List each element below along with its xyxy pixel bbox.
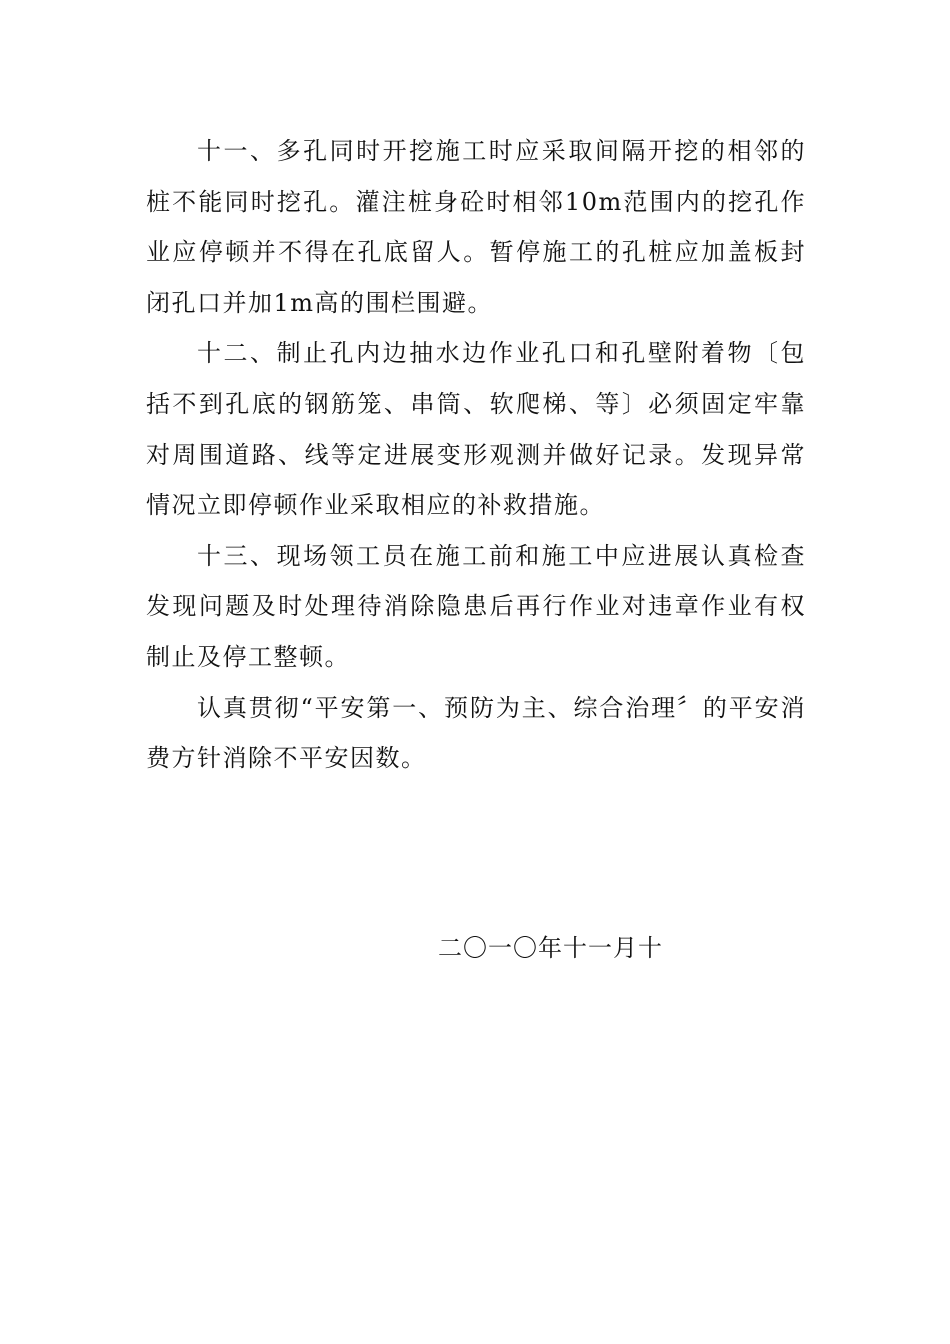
paragraph-closing-statement: 认真贯彻“平安第一、预防为主、综合治理〞的平安消费方针消除不平安因数。 (146, 693, 806, 773)
paragraph-section-11: 十一、多孔同时开挖施工时应采取间隔开挖的相邻的桩不能同时挖孔。灌注桩身砼时相邻10m范围内的挖孔作业应停顿并不得在孔底留人。暂停施工的孔桩应加盖板封闭孔口并加1m高的围栏围避。 (146, 137, 806, 317)
document-date: 二〇一〇年十一月十 (438, 934, 663, 962)
document-body (146, 126, 806, 784)
paragraph-section-13: 十三、现场领工员在施工前和施工中应进展认真检查发现问题及时处理待消除隐患后再行作业对违章作业有权制止及停工整顿。 (146, 541, 806, 671)
paragraph-section-12: 十二、制止孔内边抽水边作业孔口和孔壁附着物〔包括不到孔底的钢筋笼、串筒、软爬梯、等〕必须固定牢靠对周围道路、线等定进展变形观测并做好记录。发现异常情况立即停顿作业采取相应的补救措施。 (146, 339, 806, 520)
